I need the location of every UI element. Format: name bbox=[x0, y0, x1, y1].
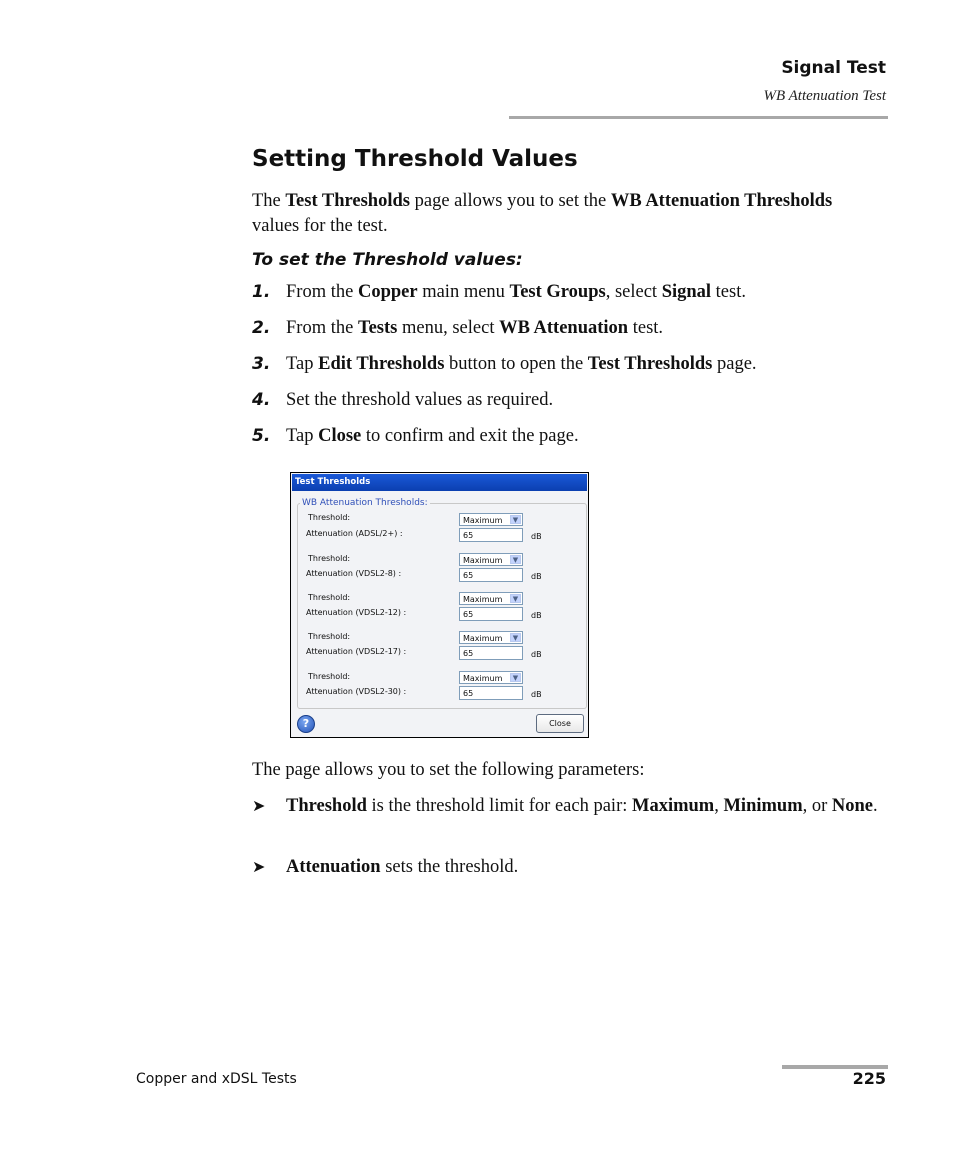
bullet-text: Threshold is the threshold limit for each pair: Maximum, Minimum, or None. bbox=[286, 796, 878, 816]
intro-text: The bbox=[252, 191, 286, 211]
step-number: 4. bbox=[252, 390, 271, 410]
intro-text: values for the test. bbox=[252, 216, 388, 236]
chevron-down-icon: ▼ bbox=[510, 633, 521, 642]
chevron-down-icon: ▼ bbox=[510, 673, 521, 682]
step-number: 5. bbox=[252, 426, 271, 446]
threshold-label: Threshold: bbox=[308, 632, 351, 641]
section-heading: Setting Threshold Values bbox=[252, 146, 578, 172]
procedure-heading: To set the Threshold values: bbox=[252, 250, 523, 270]
intro-paragraph bbox=[252, 189, 852, 239]
unit-label: dB bbox=[531, 650, 542, 659]
bullet-text: Attenuation sets the threshold. bbox=[286, 857, 519, 877]
threshold-select[interactable]: Maximum ▼ bbox=[459, 671, 523, 684]
threshold-label: Threshold: bbox=[308, 554, 351, 563]
threshold-select[interactable]: Maximum ▼ bbox=[459, 631, 523, 644]
attenuation-input[interactable]: 65 bbox=[459, 686, 523, 700]
step-number: 1. bbox=[252, 282, 271, 302]
dialog-title: Test Thresholds bbox=[292, 474, 587, 491]
chevron-down-icon: ▼ bbox=[510, 555, 521, 564]
step-text: From the Copper main menu Test Groups, select Signal test. bbox=[286, 282, 746, 302]
step-text: Set the threshold values as required. bbox=[286, 390, 554, 410]
attenuation-label: Attenuation (VDSL2-30) : bbox=[306, 687, 407, 696]
threshold-select[interactable]: Maximum ▼ bbox=[459, 592, 523, 605]
threshold-label: Threshold: bbox=[308, 593, 351, 602]
attenuation-label: Attenuation (VDSL2-12) : bbox=[306, 608, 407, 617]
unit-label: dB bbox=[531, 532, 542, 541]
step-text: Tap Close to confirm and exit the page. bbox=[286, 426, 579, 446]
attenuation-input[interactable]: 65 bbox=[459, 568, 523, 582]
unit-label: dB bbox=[531, 572, 542, 581]
unit-label: dB bbox=[531, 611, 542, 620]
threshold-label: Threshold: bbox=[308, 513, 351, 522]
footer-chapter: Copper and xDSL Tests bbox=[136, 1071, 297, 1087]
attenuation-input[interactable]: 65 bbox=[459, 528, 523, 542]
step-text: From the Tests menu, select WB Attenuation test. bbox=[286, 318, 664, 338]
intro-bold: Test Thresholds bbox=[285, 191, 410, 211]
chevron-down-icon: ▼ bbox=[510, 515, 521, 524]
intro-text: page allows you to set the bbox=[409, 191, 611, 211]
step-number: 2. bbox=[252, 318, 271, 338]
threshold-select[interactable]: Maximum ▼ bbox=[459, 553, 523, 566]
intro-bold: WB Attenuation Thresholds bbox=[610, 191, 833, 211]
step-number: 3. bbox=[252, 354, 271, 374]
attenuation-label: Attenuation (VDSL2-17) : bbox=[306, 647, 407, 656]
help-button[interactable]: ? bbox=[297, 715, 315, 733]
header-rule bbox=[509, 116, 888, 119]
close-button[interactable]: Close bbox=[536, 714, 584, 733]
running-header-subtitle: WB Attenuation Test bbox=[763, 88, 886, 104]
threshold-label: Threshold: bbox=[308, 672, 351, 681]
unit-label: dB bbox=[531, 690, 542, 699]
parameters-intro: The page allows you to set the following parameters: bbox=[252, 760, 645, 780]
chevron-down-icon: ▼ bbox=[510, 594, 521, 603]
step-text: Tap Edit Thresholds button to open the Test Thresholds page. bbox=[286, 354, 757, 374]
running-header-title: Signal Test bbox=[781, 58, 886, 78]
page-number: 225 bbox=[852, 1069, 886, 1088]
bullet-arrow-icon: ➤ bbox=[252, 798, 266, 815]
attenuation-label: Attenuation (ADSL/2+) : bbox=[306, 529, 403, 538]
bullet-arrow-icon: ➤ bbox=[252, 859, 266, 876]
groupbox-label: WB Attenuation Thresholds: bbox=[302, 498, 428, 508]
attenuation-label: Attenuation (VDSL2-8) : bbox=[306, 569, 402, 578]
attenuation-input[interactable]: 65 bbox=[459, 607, 523, 621]
test-thresholds-dialog bbox=[290, 472, 589, 738]
attenuation-input[interactable]: 65 bbox=[459, 646, 523, 660]
threshold-select[interactable]: Maximum ▼ bbox=[459, 513, 523, 526]
